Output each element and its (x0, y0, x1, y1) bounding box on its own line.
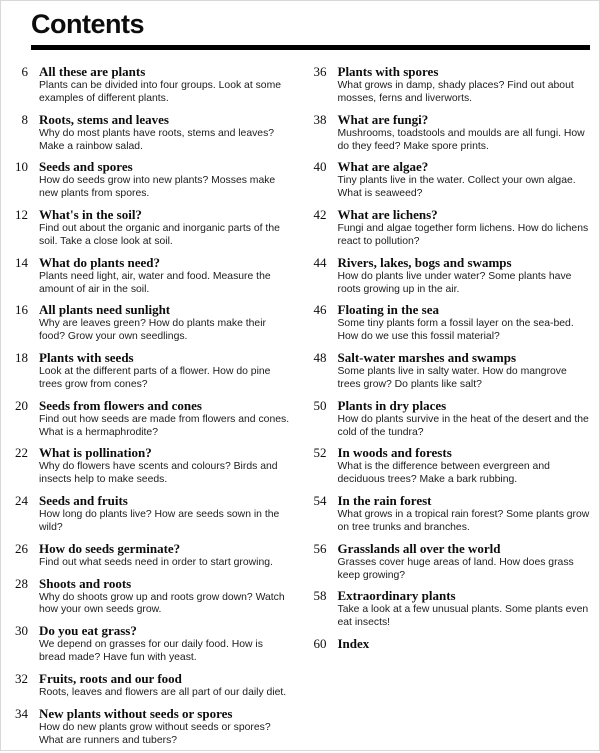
entry-title: Seeds and fruits (39, 493, 128, 509)
entry-description: Roots, leaves and flowers are all part of our daily diet. (39, 687, 287, 699)
entry-title: Plants with spores (337, 64, 439, 79)
entry-body (39, 302, 292, 344)
entry-description: What grows in damp, shady places? Find out about mosses, ferns and liverworts. (337, 80, 574, 104)
entry-description: Some tiny plants form a fossil layer on the sea-bed. How do we use this fossil material? (337, 318, 574, 343)
toc-entry (9, 64, 292, 106)
page-number: 16 (15, 302, 28, 318)
page-number: 24 (15, 493, 28, 509)
toc-entry (9, 350, 292, 392)
entry-body (338, 64, 591, 106)
toc-entry (9, 671, 292, 700)
entry-title: All these are plants (39, 64, 146, 79)
toc-entry (308, 588, 591, 630)
page-number: 36 (313, 64, 327, 79)
page-number: 56 (313, 540, 327, 556)
page-number: 34 (15, 705, 28, 721)
page-number: 12 (15, 207, 28, 223)
toc-entry (308, 302, 591, 344)
page-number: 58 (313, 588, 327, 604)
entry-description: Tiny plants live in the water. Collect your own algae. What is seaweed? (337, 175, 576, 200)
entry-description: How do plants survive in the heat of the desert and the cold of the tundra? (337, 413, 589, 438)
page-number: 52 (313, 445, 327, 461)
page-title: Contents (31, 9, 144, 39)
toc-entry (308, 493, 591, 535)
entry-title: In the rain forest (337, 493, 432, 509)
title-rule (31, 45, 590, 50)
entry-title: What do plants need? (39, 254, 160, 270)
entry-body (338, 350, 591, 392)
page-number: 30 (15, 623, 28, 639)
toc-entry (9, 576, 292, 618)
entry-title: What are fungi? (337, 111, 429, 127)
entry-body (39, 576, 292, 618)
entry-body (39, 623, 292, 665)
entry-body (39, 159, 292, 201)
entry-body (338, 636, 591, 651)
entry-body (338, 207, 591, 249)
toc-columns (9, 64, 590, 753)
entry-description: Why do shoots grow up and roots grow down? Watch how your own seeds grow. (39, 591, 285, 616)
entry-body (39, 255, 292, 297)
entry-body (39, 64, 292, 106)
toc-entry (308, 541, 591, 583)
entry-body (338, 302, 591, 344)
entry-title: All plants need sunlight (39, 302, 171, 318)
toc-entry (9, 159, 292, 201)
entry-title: Extraordinary plants (337, 588, 456, 604)
entry-body (338, 112, 591, 154)
page-number: 32 (15, 670, 28, 686)
page-number: 22 (15, 445, 28, 461)
entry-body (39, 706, 292, 748)
toc-entry (9, 541, 292, 570)
toc-entry (9, 445, 292, 487)
toc-entry (9, 623, 292, 665)
entry-title: What is pollination? (39, 445, 152, 461)
entry-description: Why are leaves green? How do plants make their food? Grow your own seedlings. (39, 318, 266, 343)
page-number: 48 (313, 350, 327, 366)
entry-description: Find out what seeds need in order to start growing. (39, 556, 273, 568)
entry-body (39, 493, 292, 535)
entry-body (39, 445, 292, 487)
entry-description: Plants can be divided into four groups. Look at some examples of different plants. (39, 80, 282, 104)
entry-title: Salt-water marshes and swamps (337, 350, 517, 366)
entry-body (39, 207, 292, 249)
entry-title: Seeds and spores (39, 159, 133, 175)
entry-description: Fungi and algae together form lichens. How do lichens react to pollution? (337, 223, 589, 247)
page-number: 14 (15, 254, 28, 270)
page-number: 40 (313, 159, 327, 175)
entry-title: What are lichens? (337, 207, 438, 223)
entry-body (39, 398, 292, 440)
page-number: 10 (15, 159, 28, 175)
entry-body (338, 493, 591, 535)
entry-body (338, 541, 591, 583)
page-number: 8 (21, 111, 28, 127)
page-number: 54 (313, 493, 327, 509)
toc-entry (308, 207, 591, 249)
page-number: 18 (15, 350, 28, 366)
toc-column-left (9, 64, 292, 753)
page-number: 46 (313, 302, 327, 318)
entry-title: Index (337, 636, 370, 652)
toc-entry (308, 112, 591, 154)
page-number: 6 (21, 64, 28, 79)
entry-description: What is the difference between evergreen and deciduous trees? Make a bark rubbing. (337, 461, 550, 486)
entry-title: Plants in dry places (337, 397, 447, 413)
entry-title: Grasslands all over the world (337, 540, 501, 556)
entry-body (338, 445, 591, 487)
entry-title: How do seeds germinate? (39, 540, 181, 556)
entry-body (338, 588, 591, 630)
entry-title: Shoots and roots (39, 575, 132, 591)
toc-entry (9, 207, 292, 249)
toc-entry (308, 350, 591, 392)
entry-body (338, 398, 591, 440)
entry-title: Fruits, roots and our food (39, 670, 182, 686)
entry-body (39, 541, 292, 570)
entry-title: Seeds from flowers and cones (39, 397, 202, 413)
entry-body (39, 112, 292, 154)
entry-description: Look at the different parts of a flower. How do pine trees grow from cones? (39, 366, 271, 390)
page-number: 38 (313, 111, 327, 127)
entry-description: What grows in a tropical rain forest? Some plants grow on tree trunks and branches. (337, 509, 590, 533)
entry-title: Plants with seeds (39, 350, 134, 366)
entry-description: Some plants live in salty water. How do mangrove trees grow? Do plants like salt? (337, 366, 567, 390)
entry-title: What are algae? (337, 159, 429, 175)
entry-body (39, 350, 292, 392)
toc-entry (9, 112, 292, 154)
page-number: 42 (313, 207, 327, 223)
entry-description: Grasses cover huge areas of land. How does grass keep growing? (337, 556, 574, 581)
entry-body (39, 671, 292, 700)
entry-title: Roots, stems and leaves (39, 111, 169, 127)
entry-title: In woods and forests (337, 445, 452, 461)
entry-body (338, 159, 591, 201)
page-number: 20 (15, 397, 28, 413)
entry-description: Mushrooms, toadstools and moulds are all fungi. How do they feed? Make spore prints. (337, 127, 585, 152)
entry-title: Rivers, lakes, bogs and swamps (337, 254, 512, 270)
toc-entry (308, 398, 591, 440)
toc-entry (308, 636, 591, 651)
entry-title: What's in the soil? (39, 207, 142, 223)
entry-description: Find out how seeds are made from flowers and cones. What is a hermaphrodite? (39, 413, 290, 438)
toc-entry (9, 706, 292, 748)
toc-entry (9, 255, 292, 297)
page-number: 50 (313, 397, 327, 413)
toc-column-right (308, 64, 591, 753)
page-number: 44 (313, 254, 327, 270)
toc-entry (9, 398, 292, 440)
contents-page (1, 1, 599, 753)
entry-description: Find out about the organic and inorganic parts of the soil. Take a close look at soil. (39, 223, 280, 247)
toc-entry (308, 255, 591, 297)
entry-description: How do new plants grow without seeds or spores? What are runners and tubers? (39, 721, 271, 746)
toc-entry (308, 445, 591, 487)
entry-description: Why do flowers have scents and colours? Birds and insects help to make seeds. (39, 461, 278, 486)
entry-description: Take a look at a few unusual plants. Some plants even eat insects! (337, 604, 589, 629)
entry-description: Plants need light, air, water and food. Measure the amount of air in the soil. (39, 270, 271, 295)
page-number: 26 (15, 540, 28, 556)
entry-description: Why do most plants have roots, stems and leaves? Make a rainbow salad. (39, 127, 275, 152)
entry-description: How do plants live under water? Some plants have roots growing up in the air. (337, 270, 572, 295)
entry-description: How do seeds grow into new plants? Mosses make new plants from spores. (39, 175, 276, 200)
entry-title: Do you eat grass? (39, 623, 137, 639)
entry-body (338, 255, 591, 297)
entry-description: We depend on grasses for our daily food. How is bread made? Have fun with yeast. (39, 639, 263, 664)
page-number: 28 (15, 575, 28, 591)
toc-entry (9, 302, 292, 344)
entry-title: New plants without seeds or spores (39, 705, 233, 721)
toc-entry (9, 493, 292, 535)
entry-title: Floating in the sea (337, 302, 439, 318)
toc-entry (308, 64, 591, 106)
toc-entry (308, 159, 591, 201)
entry-description: How long do plants live? How are seeds sown in the wild? (39, 509, 280, 533)
page-number: 60 (313, 636, 327, 652)
